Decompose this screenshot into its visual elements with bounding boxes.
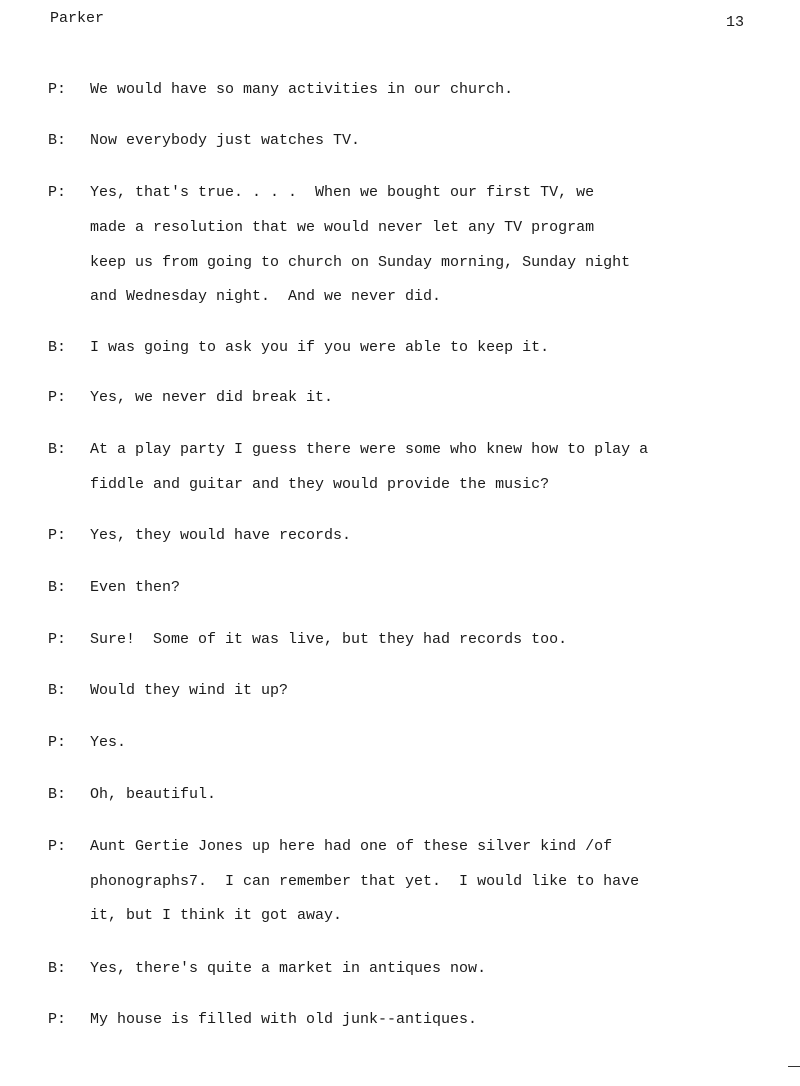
transcript-line: and Wednesday night. And we never did. xyxy=(90,288,442,305)
transcript-line: Oh, beautiful. xyxy=(90,786,217,803)
transcript-line: Sure! Some of it was live, but they had records too. xyxy=(90,631,568,648)
transcript-line: We would have so many activities in our church. xyxy=(90,81,514,98)
speaker-label: B: xyxy=(48,579,67,596)
transcript-line: fiddle and guitar and they would provide the music? xyxy=(90,476,550,493)
speaker-label: P: xyxy=(48,527,67,544)
transcript-line: Aunt Gertie Jones up here had one of these silver kind /of xyxy=(90,838,613,855)
transcript-line: Yes, there's quite a market in antiques now. xyxy=(90,960,487,977)
speaker-label: B: xyxy=(48,682,67,699)
transcript-line: My house is filled with old junk--antiques. xyxy=(90,1011,478,1028)
transcript-line: I was going to ask you if you were able to keep it. xyxy=(90,339,550,356)
speaker-label: P: xyxy=(48,1011,67,1028)
transcript-line: phonographs7. I can remember that yet. I would like to have xyxy=(90,873,640,890)
transcript-line: Yes, we never did break it. xyxy=(90,389,334,406)
transcript-line: Now everybody just watches TV. xyxy=(90,132,361,149)
speaker-label: B: xyxy=(48,960,67,977)
header-name: Parker xyxy=(50,10,105,27)
speaker-label: B: xyxy=(48,339,67,356)
transcript-line: Even then? xyxy=(90,579,181,596)
transcript-line: Yes, they would have records. xyxy=(90,527,352,544)
page-number: 13 xyxy=(726,14,745,31)
speaker-label: P: xyxy=(48,184,67,201)
scan-mark xyxy=(788,1066,800,1067)
speaker-label: P: xyxy=(48,631,67,648)
transcript-line: Yes. xyxy=(90,734,127,751)
speaker-label: B: xyxy=(48,786,67,803)
transcript-line: Yes, that's true. . . . When we bought our first TV, we xyxy=(90,184,595,201)
speaker-label: P: xyxy=(48,838,67,855)
transcript-line: made a resolution that we would never let any TV program xyxy=(90,219,595,236)
speaker-label: P: xyxy=(48,81,67,98)
speaker-label: B: xyxy=(48,132,67,149)
transcript-line: At a play party I guess there were some who knew how to play a xyxy=(90,441,649,458)
speaker-label: P: xyxy=(48,734,67,751)
transcript-line: it, but I think it got away. xyxy=(90,907,343,924)
speaker-label: B: xyxy=(48,441,67,458)
speaker-label: P: xyxy=(48,389,67,406)
transcript-line: keep us from going to church on Sunday morning, Sunday night xyxy=(90,254,631,271)
transcript-line: Would they wind it up? xyxy=(90,682,289,699)
